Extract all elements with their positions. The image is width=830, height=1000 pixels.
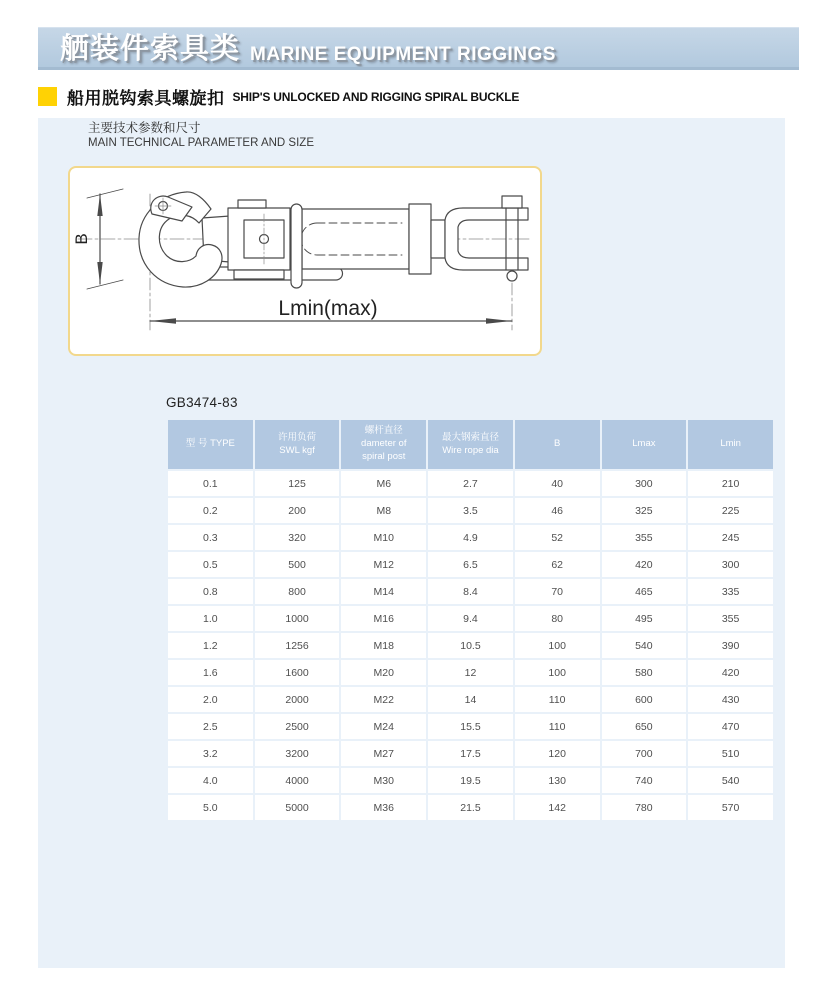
table-cell: 14	[428, 687, 513, 712]
table-cell: 540	[602, 633, 687, 658]
table-cell: 8.4	[428, 579, 513, 604]
table-cell: M10	[341, 525, 426, 550]
table-cell: 420	[602, 552, 687, 577]
dimension-label-b: B	[72, 233, 91, 245]
table-cell: 325	[602, 498, 687, 523]
table-row	[168, 606, 773, 631]
table-cell: 355	[688, 606, 773, 631]
table-cell: 110	[515, 714, 600, 739]
table-cell: M30	[341, 768, 426, 793]
section-title-chinese: 船用脱钩索具螺旋扣	[67, 88, 225, 108]
table-cell: 1000	[255, 606, 340, 631]
section-bullet-icon	[38, 87, 57, 106]
table-header-row	[168, 420, 773, 469]
table-cell: M16	[341, 606, 426, 631]
spiral-barrel	[302, 209, 409, 269]
table-cell: 245	[688, 525, 773, 550]
table-cell: 510	[688, 741, 773, 766]
table-cell: 1.2	[168, 633, 253, 658]
table-row	[168, 660, 773, 685]
column-header: 许用负荷 SWL kgf	[255, 420, 340, 469]
dimension-arrow	[486, 318, 512, 323]
parameters-caption-chinese: 主要技术参数和尺寸	[88, 121, 201, 135]
table-cell: 4000	[255, 768, 340, 793]
table-cell: 300	[688, 552, 773, 577]
table-cell: 1600	[255, 660, 340, 685]
table-cell: 130	[515, 768, 600, 793]
table-cell: 200	[255, 498, 340, 523]
table-cell: M6	[341, 471, 426, 496]
table-cell: 780	[602, 795, 687, 820]
keeper-strap	[291, 204, 302, 288]
table-cell: 0.5	[168, 552, 253, 577]
table-cell: M24	[341, 714, 426, 739]
table-cell: 1.6	[168, 660, 253, 685]
table-cell: 740	[602, 768, 687, 793]
column-header: Lmin	[688, 420, 773, 469]
table-cell: 570	[688, 795, 773, 820]
table-cell: 2.5	[168, 714, 253, 739]
table-row	[168, 525, 773, 550]
table-cell: 2.0	[168, 687, 253, 712]
table-cell: 500	[255, 552, 340, 577]
table-cell: 19.5	[428, 768, 513, 793]
table-cell: 1.0	[168, 606, 253, 631]
table-cell: 2500	[255, 714, 340, 739]
table-cell: 120	[515, 741, 600, 766]
parameters-caption	[88, 120, 314, 151]
table-cell: 3.2	[168, 741, 253, 766]
table-cell: 470	[688, 714, 773, 739]
section-title-english: SHIP'S UNLOCKED AND RIGGING SPIRAL BUCKLE	[232, 90, 520, 104]
table-row	[168, 633, 773, 658]
table-cell: M14	[341, 579, 426, 604]
table-cell: 225	[688, 498, 773, 523]
table-cell: M12	[341, 552, 426, 577]
table-cell: 10.5	[428, 633, 513, 658]
banner-title-chinese: 舾装件索具类	[60, 33, 241, 65]
table-cell: 0.8	[168, 579, 253, 604]
table-cell: 15.5	[428, 714, 513, 739]
table-cell: 6.5	[428, 552, 513, 577]
parameters-caption-english: MAIN TECHNICAL PARAMETER AND SIZE	[88, 137, 314, 149]
table-cell: 100	[515, 633, 600, 658]
table-row	[168, 768, 773, 793]
table-cell: M8	[341, 498, 426, 523]
table-cell: 17.5	[428, 741, 513, 766]
table-cell: 430	[688, 687, 773, 712]
table-cell: 420	[688, 660, 773, 685]
table-row	[168, 498, 773, 523]
table-cell: 110	[515, 687, 600, 712]
table-cell: 465	[602, 579, 687, 604]
table-row	[168, 471, 773, 496]
content-panel	[38, 118, 785, 968]
table-cell: M18	[341, 633, 426, 658]
table-cell: 125	[255, 471, 340, 496]
nut	[409, 204, 431, 274]
dimension-arrow	[97, 194, 102, 216]
table-cell: 0.3	[168, 525, 253, 550]
clevis-pin-head	[502, 196, 522, 208]
table-cell: M22	[341, 687, 426, 712]
table-cell: 390	[688, 633, 773, 658]
column-header: 最大钢索直径 Wire rope dia	[428, 420, 513, 469]
table-body	[168, 471, 773, 820]
table-cell: 52	[515, 525, 600, 550]
table-cell: 800	[255, 579, 340, 604]
standard-number: GB3474-83	[166, 395, 238, 410]
column-header: Lmax	[602, 420, 687, 469]
banner-title-english: MARINE EQUIPMENT RIGGINGS	[250, 44, 556, 65]
column-header: 螺杆直径 dameter of spiral post	[341, 420, 426, 469]
section-heading	[38, 85, 519, 107]
table-cell: 335	[688, 579, 773, 604]
table-cell: 4.0	[168, 768, 253, 793]
table-cell: 3200	[255, 741, 340, 766]
table-cell: 0.1	[168, 471, 253, 496]
table-row	[168, 687, 773, 712]
table-row	[168, 552, 773, 577]
table-row	[168, 579, 773, 604]
table-cell: 142	[515, 795, 600, 820]
technical-drawing	[70, 168, 540, 354]
table-cell: 9.4	[428, 606, 513, 631]
table-cell: 5000	[255, 795, 340, 820]
table-cell: 5.0	[168, 795, 253, 820]
table-cell: 3.5	[428, 498, 513, 523]
table-cell: 62	[515, 552, 600, 577]
table-row	[168, 795, 773, 820]
table-cell: 495	[602, 606, 687, 631]
table-cell: 700	[602, 741, 687, 766]
table-cell: 21.5	[428, 795, 513, 820]
table-cell: 2000	[255, 687, 340, 712]
table-cell: 600	[602, 687, 687, 712]
table-cell: 12	[428, 660, 513, 685]
table-cell: 540	[688, 768, 773, 793]
dimension-label-length: Lmin(max)	[278, 297, 378, 320]
table-cell: 1256	[255, 633, 340, 658]
table-cell: 4.9	[428, 525, 513, 550]
table-row	[168, 714, 773, 739]
table-cell: 46	[515, 498, 600, 523]
technical-drawing-box	[68, 166, 542, 356]
table-cell: 320	[255, 525, 340, 550]
page-banner	[38, 27, 799, 70]
table-cell: 40	[515, 471, 600, 496]
table-cell: 70	[515, 579, 600, 604]
column-header: B	[515, 420, 600, 469]
cotter-ring	[507, 271, 517, 281]
spec-table	[166, 418, 775, 822]
dimension-arrow	[97, 262, 102, 284]
table-row	[168, 741, 773, 766]
table-cell: 0.2	[168, 498, 253, 523]
table-cell: M20	[341, 660, 426, 685]
table-cell: 100	[515, 660, 600, 685]
table-cell: 210	[688, 471, 773, 496]
table-cell: 580	[602, 660, 687, 685]
table-cell: M36	[341, 795, 426, 820]
table-cell: 650	[602, 714, 687, 739]
table-cell: 2.7	[428, 471, 513, 496]
table-cell: 355	[602, 525, 687, 550]
table-cell: M27	[341, 741, 426, 766]
table-cell: 300	[602, 471, 687, 496]
column-header: 型 号 TYPE	[168, 420, 253, 469]
table-cell: 80	[515, 606, 600, 631]
dimension-arrow	[150, 318, 176, 323]
